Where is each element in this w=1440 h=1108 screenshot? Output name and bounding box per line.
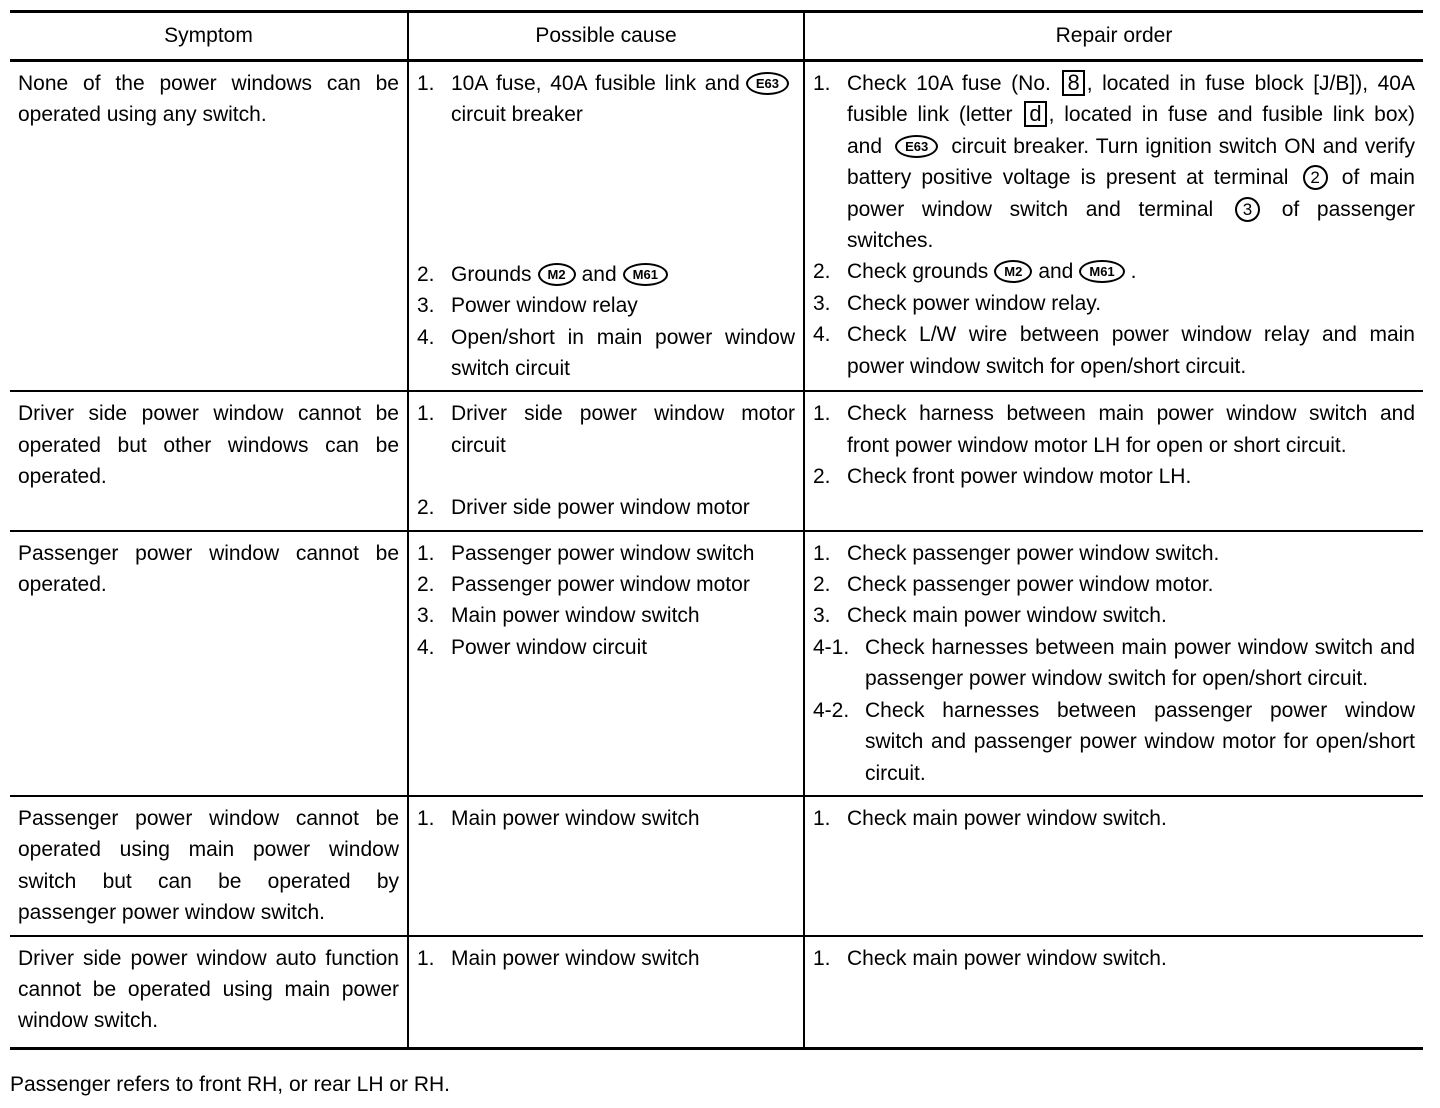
table-row bbox=[10, 391, 1423, 530]
repair-cell bbox=[804, 936, 1423, 1049]
cause-item bbox=[417, 803, 795, 834]
cause-cell bbox=[408, 936, 804, 1049]
item-number: 4. bbox=[813, 323, 831, 347]
item-number: 4. bbox=[417, 325, 435, 349]
cause-cell bbox=[408, 391, 804, 530]
symptom-text: Driver side power window auto function cannot be operated using main power window switch. bbox=[18, 946, 399, 1033]
repair-item bbox=[813, 68, 1415, 256]
repair-cell bbox=[804, 531, 1423, 796]
table-header-row bbox=[10, 12, 1423, 61]
item-number: 1. bbox=[813, 72, 831, 95]
symptom-text: Driver side power window cannot be operated but other windows can be operated. bbox=[18, 402, 399, 489]
cause-cell bbox=[408, 796, 804, 936]
terminal-2-symbol: 2 bbox=[1303, 165, 1328, 190]
item-number: 1. bbox=[813, 806, 831, 830]
repair-item bbox=[813, 943, 1415, 974]
item-number: 1. bbox=[417, 541, 435, 565]
repair-text: , located in fuse and fusible link box) and bbox=[847, 103, 1415, 158]
repair-text: . bbox=[1130, 260, 1137, 284]
repair-item bbox=[813, 695, 1415, 789]
repair-item bbox=[813, 569, 1415, 600]
cause-text: Grounds bbox=[451, 262, 532, 286]
item-number: 3. bbox=[417, 604, 435, 628]
cause-item bbox=[417, 259, 795, 290]
fusible-link-letter-box: d bbox=[1024, 101, 1046, 127]
cause-item bbox=[417, 68, 795, 131]
symptom-text: Passenger power window cannot be operated using main power window switch but can be operated by passenger power window switch. bbox=[18, 806, 399, 925]
cause-cell bbox=[408, 531, 804, 796]
cause-text: Power window relay bbox=[451, 294, 638, 318]
repair-item bbox=[813, 600, 1415, 631]
cause-text: Open/short in main power window switch circuit bbox=[451, 325, 795, 381]
item-number: 3. bbox=[813, 291, 831, 315]
symptom-text: None of the power windows can be operated using any switch. bbox=[18, 72, 399, 127]
repair-text: Check front power window motor LH. bbox=[847, 465, 1192, 489]
item-number: 2. bbox=[813, 573, 831, 597]
repair-text: and bbox=[1038, 260, 1074, 284]
repair-text: of passenger switches. bbox=[847, 197, 1415, 253]
table-row bbox=[10, 936, 1423, 1049]
header-repair-order: Repair order bbox=[804, 12, 1423, 61]
repair-text: Check grounds bbox=[847, 260, 989, 284]
cause-item bbox=[417, 322, 795, 385]
cause-text: Driver side power window motor circuit bbox=[451, 402, 795, 457]
connector-e63-symbol: E63 bbox=[895, 135, 938, 158]
cause-item bbox=[417, 398, 795, 461]
repair-text: circuit breaker. Turn ignition switch ON and verify battery positive voltage is present at terminal bbox=[847, 134, 1416, 190]
table-row bbox=[10, 531, 1423, 796]
symptom-cell bbox=[10, 61, 408, 392]
repair-item bbox=[813, 461, 1415, 492]
repair-text: Check harnesses between passenger power window switch and passenger power window motor for open/short circuit. bbox=[865, 698, 1415, 785]
repair-text: Check main power window switch. bbox=[847, 806, 1167, 830]
spacer bbox=[417, 461, 795, 492]
item-number: 2. bbox=[813, 260, 831, 284]
cause-item bbox=[417, 632, 795, 663]
repair-cell bbox=[804, 391, 1423, 530]
spacer bbox=[417, 131, 795, 259]
symptom-cell bbox=[10, 936, 408, 1049]
repair-item bbox=[813, 398, 1415, 461]
ground-m2-symbol: M2 bbox=[994, 260, 1032, 283]
repair-cell bbox=[804, 796, 1423, 936]
cause-text: Main power window switch bbox=[451, 946, 700, 970]
cause-text: Passenger power window switch bbox=[451, 541, 755, 565]
repair-text: Check harness between main power window switch and front power window motor LH for open or short circuit. bbox=[847, 402, 1415, 457]
item-number: 3. bbox=[417, 294, 435, 318]
repair-text: Check main power window switch. bbox=[847, 604, 1167, 628]
symptom-cell bbox=[10, 391, 408, 530]
cause-item bbox=[417, 492, 795, 523]
repair-text: Check power window relay. bbox=[847, 291, 1102, 315]
cause-text: and bbox=[581, 262, 617, 286]
item-number: 1. bbox=[417, 946, 435, 970]
item-number: 1. bbox=[813, 946, 831, 970]
cause-text: Driver side power window motor bbox=[451, 496, 750, 520]
symptom-cell bbox=[10, 531, 408, 796]
repair-text: Check 10A fuse (No. bbox=[847, 72, 1051, 95]
repair-item bbox=[813, 288, 1415, 319]
repair-text: Check harnesses between main power window switch and passenger power window switch for open/short circuit. bbox=[865, 635, 1415, 691]
item-number: 4-2. bbox=[813, 698, 850, 722]
repair-item bbox=[813, 538, 1415, 569]
symptom-cell bbox=[10, 796, 408, 936]
cause-item bbox=[417, 600, 795, 631]
cause-text: circuit breaker bbox=[451, 103, 583, 127]
header-symptom: Symptom bbox=[10, 12, 408, 61]
ground-m61-symbol: M61 bbox=[1079, 260, 1124, 283]
ground-m61-symbol: M61 bbox=[623, 263, 668, 286]
connector-e63-symbol: E63 bbox=[746, 72, 789, 95]
fuse-number-box: 8 bbox=[1062, 70, 1084, 96]
symptom-text: Passenger power window cannot be operated. bbox=[18, 541, 399, 597]
terminal-3-symbol: 3 bbox=[1235, 197, 1260, 222]
item-number: 1. bbox=[813, 541, 831, 565]
repair-text: Check main power window switch. bbox=[847, 946, 1167, 970]
repair-text: of main power window switch and terminal bbox=[847, 166, 1415, 221]
cause-item bbox=[417, 538, 795, 569]
ground-m2-symbol: M2 bbox=[538, 263, 576, 286]
cause-text: Main power window switch bbox=[451, 604, 700, 628]
repair-item bbox=[813, 256, 1415, 287]
cause-cell bbox=[408, 61, 804, 392]
repair-item bbox=[813, 803, 1415, 834]
table-footnote: Passenger refers to front RH, or rear LH or RH. bbox=[10, 1073, 450, 1096]
repair-cell bbox=[804, 61, 1423, 392]
repair-text: Check passenger power window motor. bbox=[847, 573, 1214, 597]
item-number: 2. bbox=[417, 496, 435, 520]
cause-item bbox=[417, 943, 795, 974]
repair-text: Check passenger power window switch. bbox=[847, 541, 1220, 565]
item-number: 1. bbox=[813, 402, 831, 426]
cause-text: Passenger power window motor bbox=[451, 573, 750, 597]
repair-text: , located in fuse block [J/B]), 40A fusible link (letter bbox=[847, 72, 1415, 127]
cause-text: Main power window switch bbox=[451, 806, 700, 830]
repair-item bbox=[813, 319, 1415, 382]
item-number: 2. bbox=[417, 262, 435, 286]
header-possible-cause: Possible cause bbox=[408, 12, 804, 61]
item-number: 2. bbox=[417, 573, 435, 597]
table-row bbox=[10, 61, 1423, 392]
item-number: 1. bbox=[417, 806, 435, 830]
troubleshooting-table-container bbox=[10, 10, 1423, 1050]
item-number: 1. bbox=[417, 72, 435, 95]
table-row bbox=[10, 796, 1423, 936]
item-number: 1. bbox=[417, 402, 435, 426]
repair-item bbox=[813, 632, 1415, 695]
cause-item bbox=[417, 569, 795, 600]
cause-text: 10A fuse, 40A fusible link and bbox=[451, 72, 740, 95]
item-number: 3. bbox=[813, 604, 831, 628]
repair-text: Check L/W wire between power window relay and main power window switch for open/short circuit. bbox=[847, 323, 1415, 378]
item-number: 4-1. bbox=[813, 635, 850, 659]
cause-item bbox=[417, 290, 795, 321]
cause-text: Power window circuit bbox=[451, 635, 648, 659]
item-number: 4. bbox=[417, 635, 435, 659]
item-number: 2. bbox=[813, 465, 831, 489]
troubleshooting-table bbox=[10, 10, 1423, 1050]
